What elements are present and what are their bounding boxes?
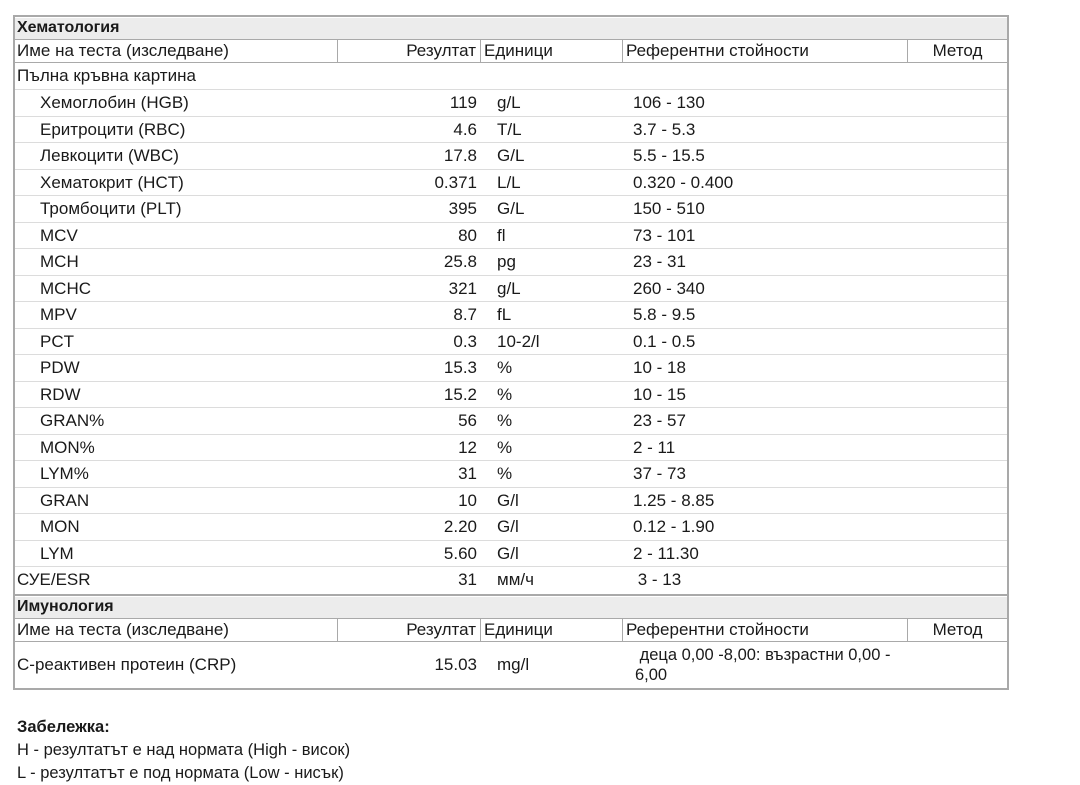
table-row — [15, 541, 1007, 568]
hematology-section-title: Хематология — [15, 17, 1007, 40]
test-name: MON% — [40, 437, 95, 457]
table-row — [15, 90, 1007, 117]
test-method — [908, 170, 1007, 196]
test-result: 17.8 — [443, 146, 477, 165]
test-method — [908, 196, 1007, 222]
table-row — [15, 514, 1007, 541]
test-units: 10-2/l — [497, 331, 540, 351]
table-row — [15, 302, 1007, 329]
test-reference: 10 - 15 — [633, 384, 686, 404]
test-name: GRAN — [40, 490, 90, 510]
test-result: 56 — [458, 411, 477, 430]
test-result: 5.60 — [443, 543, 477, 563]
test-method — [908, 382, 1007, 408]
hematology-rows — [15, 90, 1007, 567]
table-row — [15, 461, 1007, 488]
test-result: 12 — [458, 437, 477, 457]
test-units: G/l — [497, 517, 519, 536]
notes-block — [17, 716, 350, 785]
crp-row — [15, 642, 1007, 688]
test-name: LYM — [40, 543, 74, 563]
test-units: g/L — [497, 278, 521, 298]
test-reference: 37 - 73 — [633, 464, 686, 483]
hematology-header-row — [15, 40, 1007, 63]
test-units: G/l — [497, 543, 519, 563]
test-name: СУЕ/ESR — [17, 570, 91, 589]
test-result: 15.2 — [443, 384, 477, 404]
column-header-reference: Референтни стойности — [623, 619, 908, 641]
test-name: LYM% — [40, 464, 89, 483]
test-name: Хемоглобин (HGB) — [40, 93, 189, 112]
test-method — [908, 435, 1007, 461]
test-units: мм/ч — [497, 570, 534, 589]
test-result: 0.3 — [453, 331, 477, 351]
test-units: % — [497, 437, 513, 457]
test-method — [908, 249, 1007, 275]
test-reference: 106 - 130 — [633, 93, 705, 112]
table-row — [15, 488, 1007, 515]
test-units: mg/l — [497, 654, 530, 674]
test-name: PDW — [40, 358, 80, 377]
cbc-group-label: Пълна кръвна картина — [15, 63, 1007, 90]
test-result: 25.8 — [443, 252, 477, 271]
test-result: 15.3 — [443, 358, 477, 377]
test-result: 2.20 — [443, 517, 477, 536]
table-row — [15, 196, 1007, 223]
test-reference: деца 0,00 -8,00: възрастни 0,00 - 6,00 — [635, 645, 896, 684]
test-result: 31 — [458, 464, 477, 483]
test-units: % — [497, 464, 513, 483]
test-result: 0.371 — [434, 172, 477, 192]
table-row — [15, 117, 1007, 144]
test-name: MPV — [40, 305, 77, 324]
test-reference: 0.12 - 1.90 — [633, 517, 715, 536]
test-reference: 0.1 - 0.5 — [633, 331, 696, 351]
test-reference: 1.25 - 8.85 — [633, 490, 715, 510]
test-result: 15.03 — [434, 654, 477, 674]
note-low: L - резултатът е под нормата (Low - нисък) — [17, 764, 344, 782]
test-reference: 2 - 11 — [633, 437, 676, 457]
table-row — [15, 249, 1007, 276]
test-reference: 73 - 101 — [633, 225, 696, 245]
test-method — [908, 461, 1007, 487]
test-result: 8.7 — [453, 305, 477, 324]
test-method — [908, 541, 1007, 567]
test-method — [908, 276, 1007, 302]
column-header-name: Име на теста (изследване) — [15, 619, 338, 641]
test-units: pg — [497, 252, 516, 271]
test-reference: 150 - 510 — [633, 199, 705, 218]
test-method — [908, 642, 1007, 688]
test-method — [908, 117, 1007, 143]
table-row — [15, 329, 1007, 356]
test-result: 119 — [449, 93, 477, 112]
column-header-result: Резултат — [338, 619, 481, 641]
test-name: GRAN% — [40, 411, 105, 430]
test-name: Еритроцити (RBC) — [40, 119, 186, 139]
column-header-result: Резултат — [338, 40, 481, 62]
test-name: MON — [40, 517, 80, 536]
test-reference: 260 - 340 — [633, 278, 705, 298]
test-method — [908, 355, 1007, 381]
test-name: MCH — [40, 252, 79, 271]
test-method — [908, 223, 1007, 249]
test-reference: 23 - 31 — [633, 252, 686, 271]
test-units: % — [497, 358, 513, 377]
test-name: MCV — [40, 225, 78, 245]
table-row — [15, 223, 1007, 250]
column-header-units: Единици — [481, 619, 623, 641]
test-units: g/L — [497, 93, 521, 112]
immunology-header-row — [15, 619, 1007, 642]
test-reference: 3.7 - 5.3 — [633, 119, 696, 139]
test-units: G/L — [497, 199, 525, 218]
test-method — [908, 329, 1007, 355]
test-result: 395 — [448, 199, 477, 218]
note-high: H - резултатът е над нормата (High - висок) — [17, 741, 351, 759]
table-row — [15, 276, 1007, 303]
test-result: 321 — [448, 278, 477, 298]
test-method — [908, 90, 1007, 116]
test-reference: 5.8 - 9.5 — [633, 305, 696, 324]
table-row — [15, 355, 1007, 382]
test-method — [908, 488, 1007, 514]
column-header-reference: Референтни стойности — [623, 40, 908, 62]
test-name: Левкоцити (WBC) — [40, 146, 179, 165]
test-reference: 2 - 11.30 — [633, 543, 699, 563]
table-row — [15, 143, 1007, 170]
test-reference: 23 - 57 — [633, 411, 686, 430]
test-result: 80 — [458, 225, 477, 245]
immunology-section-title: Имунология — [15, 594, 1007, 619]
test-units: fL — [497, 305, 512, 324]
test-reference: 3 - 13 — [633, 570, 682, 589]
test-units: L/L — [497, 172, 521, 192]
test-method — [908, 408, 1007, 434]
test-reference: 5.5 - 15.5 — [633, 146, 705, 165]
lab-report-table — [13, 15, 1009, 690]
notes-title: Забележка: — [17, 718, 110, 736]
column-header-name: Име на теста (изследване) — [15, 40, 338, 62]
column-header-method: Метод — [932, 619, 983, 639]
test-result: 4.6 — [453, 119, 477, 139]
test-units: % — [497, 384, 513, 404]
column-header-units: Единици — [481, 40, 623, 62]
test-name: Хематокрит (HCT) — [40, 172, 184, 192]
test-units: % — [497, 411, 513, 430]
test-result: 10 — [458, 490, 477, 510]
column-header-method: Метод — [932, 41, 983, 60]
test-units: G/l — [497, 490, 519, 510]
esr-row — [15, 567, 1007, 594]
test-units: fl — [497, 225, 506, 245]
test-name: PCT — [40, 331, 74, 351]
test-name: RDW — [40, 384, 81, 404]
test-method — [908, 514, 1007, 540]
test-method — [908, 567, 1007, 594]
table-row — [15, 382, 1007, 409]
test-name: С-реактивен протеин (CRP) — [17, 654, 237, 674]
test-units: T/L — [497, 119, 522, 139]
test-units: G/L — [497, 146, 525, 165]
test-method — [908, 302, 1007, 328]
table-row — [15, 435, 1007, 462]
test-reference: 10 - 18 — [633, 358, 686, 377]
test-name: Тромбоцити (PLT) — [40, 199, 182, 218]
test-method — [908, 143, 1007, 169]
table-row — [15, 408, 1007, 435]
table-row — [15, 170, 1007, 197]
test-result: 31 — [458, 570, 477, 589]
test-name: MCHC — [40, 278, 91, 298]
test-reference: 0.320 - 0.400 — [633, 172, 734, 192]
